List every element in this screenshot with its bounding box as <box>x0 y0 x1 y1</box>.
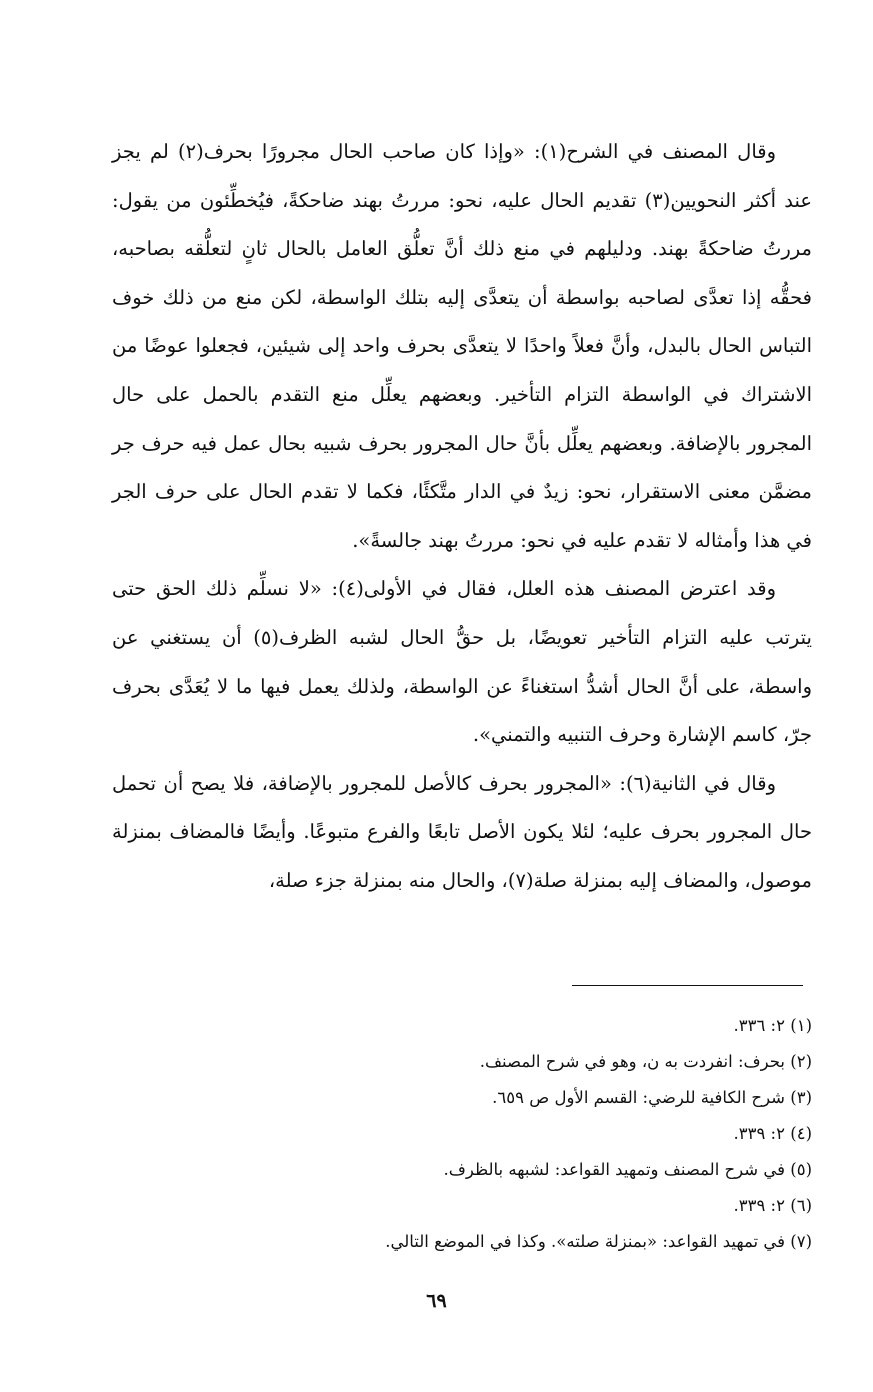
footnote-separator <box>572 985 803 986</box>
footnotes <box>112 1008 812 1260</box>
footnote-4: (٤) ٢: ٣٣٩. <box>733 1124 812 1143</box>
paragraph: وقال المصنف في الشرح(١): «وإذا كان صاحب الحال مجرورًا بحرف(٢) لم يجز عند أكثر النحويين(٣) تقديم الحال عليه، نحو: مررتُ بهند ضاحكةً، فيُخطِّئون من يقول: مررتُ ضاحكةً بهند. ودليلهم في منع ذلك أنَّ تعلُّق العامل بالحال ثانٍ لتعلُّقه بصاحبه، فحقُّه إذا تعدَّى لصاحبه بواسطة أن يتعدَّى إليه بتلك الواسطة، لكن منع من ذلك خوف التباس الحال بالبدل، وأنَّ فعلاً واحدًا لا يتعدَّى بحرف واحد إلى شيئين، فجعلوا عوضًا من الاشتراك في الواسطة التزام التأخير. وبعضهم يعلِّل منع التقدم بالحمل على حال المجرور بالإضافة. وبعضهم يعلِّل بأنَّ حال المجرور بحرف شبيه بحال عمل فيه حرف جر مضمَّن معنى الاستقرار، نحو: زيدٌ في الدار متَّكئًا، فكما لا تقدم الحال على حرف الجر في هذا وأمثاله لا تقدم عليه في نحو: مررتُ بهند جالسةً». <box>112 140 812 552</box>
footnote-1: (١) ٢: ٣٣٦. <box>733 1016 812 1035</box>
footnote-7: (٧) في تمهيد القواعد: «بمنزلة صلته». وكذا في الموضع التالي. <box>385 1232 812 1251</box>
paragraph: وقد اعترض المصنف هذه العلل، فقال في الأولى(٤): «لا نسلِّم ذلك الحق حتى يترتب عليه التزام التأخير تعويضًا، بل حقُّ الحال لشبه الظرف(٥) أن يستغني عن واسطة، على أنَّ الحال أشدُّ استغناءً عن الواسطة، ولذلك يعمل فيها ما لا يُعَدَّى بحرف جرّ، كاسم الإشارة وحرف التنبيه والتمني». <box>112 577 812 747</box>
main-text <box>112 128 812 906</box>
footnote-5: (٥) في شرح المصنف وتمهيد القواعد: لشبهه بالظرف. <box>443 1160 812 1179</box>
footnote-2: (٢) بحرف: انفردت به ن، وهو في شرح المصنف. <box>479 1052 812 1071</box>
footnote-3: (٣) شرح الكافية للرضي: القسم الأول ص ٦٥٩. <box>492 1088 812 1107</box>
paragraph: وقال في الثانية(٦): «المجرور بحرف كالأصل للمجرور بالإضافة، فلا يصح أن تحمل حال المجرور بحرف عليه؛ لئلا يكون الأصل تابعًا والفرع متبوعًا. وأيضًا فالمضاف بمنزلة موصول، والمضاف إليه بمنزلة صلة(٧)، والحال منه بمنزلة جزء صلة، <box>112 771 812 892</box>
footnote-6: (٦) ٢: ٣٣٩. <box>733 1196 812 1215</box>
page-number: ٦٩ <box>426 1290 447 1312</box>
